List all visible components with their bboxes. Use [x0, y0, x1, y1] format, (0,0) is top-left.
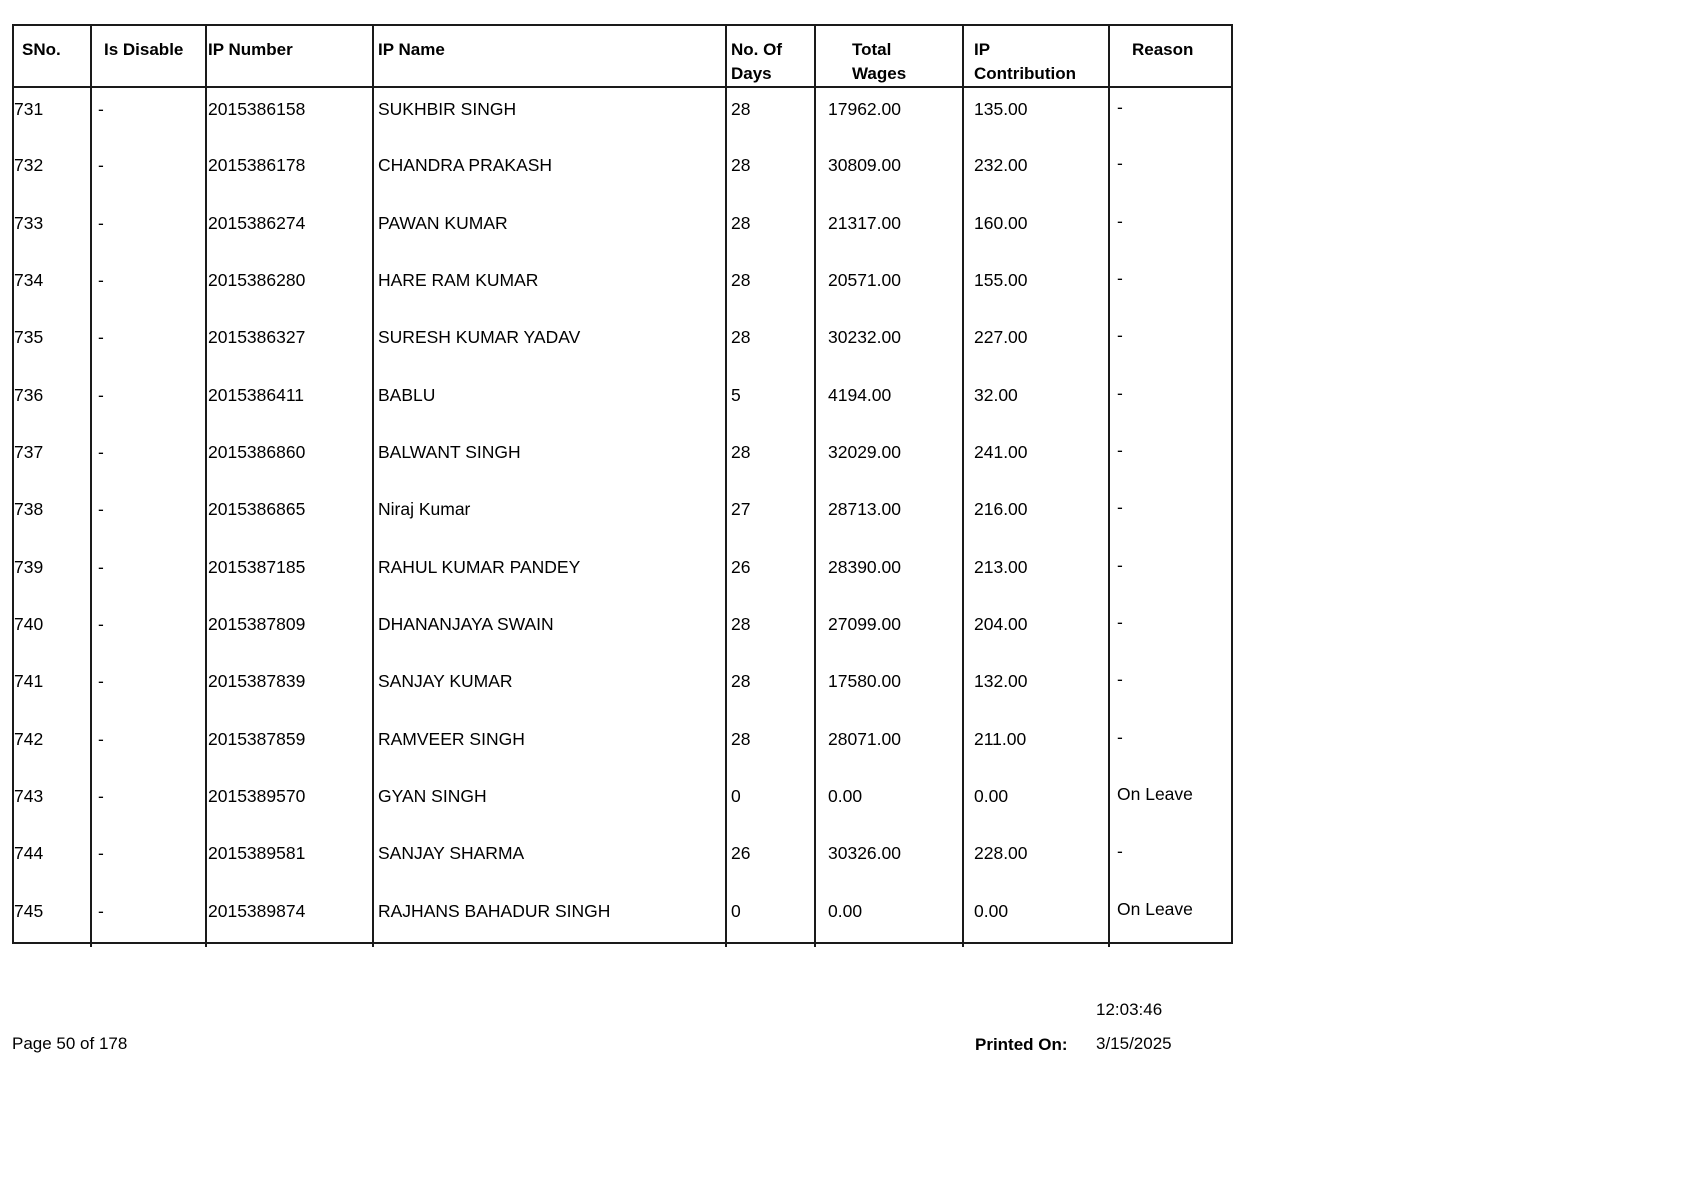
header-contrib-line1: IP [974, 40, 991, 59]
cell-days: 28 [726, 431, 815, 488]
cell-sno: 744 [14, 843, 44, 864]
cell-is-disable: - [91, 718, 206, 775]
header-total-wages [815, 26, 963, 87]
cell-sno: 743 [14, 785, 44, 806]
header-contrib-line2: Contribution [974, 64, 1076, 83]
cell-is-disable: - [91, 488, 206, 545]
cell-reason: - [1109, 316, 1231, 373]
cell-days: 28 [726, 316, 815, 373]
cell-total-wages: 32029.00 [815, 431, 963, 488]
cell-is-disable: - [91, 832, 206, 889]
cell-ip-contribution: 211.00 [963, 718, 1109, 775]
cell-ip-number: 2015389570 [206, 775, 373, 832]
cell-ip-name: GYAN SINGH [373, 775, 726, 832]
cell-ip-name: RAMVEER SINGH [373, 718, 726, 775]
cell-reason: - [1109, 374, 1231, 431]
header-days-line2: Days [731, 64, 772, 83]
cell-sno: 740 [14, 613, 44, 634]
cell-ip-name: BALWANT SINGH [373, 431, 726, 488]
cell-total-wages: 30232.00 [815, 316, 963, 373]
cell-ip-contribution: 232.00 [963, 144, 1109, 201]
cell-is-disable: - [91, 890, 206, 947]
cell-ip-contribution: 213.00 [963, 546, 1109, 603]
cell-reason: - [1109, 660, 1231, 717]
cell-is-disable: - [91, 374, 206, 431]
header-row [14, 26, 1231, 87]
cell-days: 26 [726, 832, 815, 889]
printed-on-label: Printed On: [975, 1035, 1068, 1054]
table-row [14, 316, 1231, 373]
cell-is-disable: - [91, 87, 206, 144]
cell-days: 0 [726, 890, 815, 947]
cell-total-wages: 17962.00 [815, 87, 963, 144]
cell-ip-contribution: 216.00 [963, 488, 1109, 545]
cell-ip-name: SUKHBIR SINGH [373, 87, 726, 144]
cell-reason: On Leave [1109, 775, 1231, 832]
header-days-line1: No. Of [731, 40, 782, 59]
cell-ip-contribution: 155.00 [963, 259, 1109, 316]
cell-sno: 734 [14, 269, 44, 290]
cell-ip-name: CHANDRA PRAKASH [373, 144, 726, 201]
table-body [14, 87, 1231, 947]
cell-ip-name: HARE RAM KUMAR [373, 259, 726, 316]
header-wages-line2: Wages [852, 64, 907, 83]
cell-ip-number: 2015387809 [206, 603, 373, 660]
cell-ip-contribution: 241.00 [963, 431, 1109, 488]
cell-reason: - [1109, 431, 1231, 488]
cell-is-disable: - [91, 259, 206, 316]
table-row [14, 890, 1231, 947]
cell-sno: 739 [14, 556, 44, 577]
cell-is-disable: - [91, 660, 206, 717]
cell-total-wages: 0.00 [815, 890, 963, 947]
cell-total-wages: 21317.00 [815, 202, 963, 259]
header-ip-contribution [963, 26, 1109, 87]
header-is-disable [91, 26, 206, 87]
cell-ip-number: 2015386158 [206, 87, 373, 144]
cell-sno: 737 [14, 441, 44, 462]
cell-ip-contribution: 135.00 [963, 87, 1109, 144]
table-row [14, 431, 1231, 488]
cell-sno: 736 [14, 384, 44, 405]
cell-total-wages: 30326.00 [815, 832, 963, 889]
cell-reason: - [1109, 718, 1231, 775]
cell-is-disable: - [91, 431, 206, 488]
printed-time: 12:03:46 [1096, 1000, 1163, 1019]
cell-total-wages: 28071.00 [815, 718, 963, 775]
cell-days: 28 [726, 660, 815, 717]
cell-ip-number: 2015386860 [206, 431, 373, 488]
cell-is-disable: - [91, 603, 206, 660]
cell-days: 27 [726, 488, 815, 545]
cell-days: 28 [726, 87, 815, 144]
cell-sno: 732 [14, 155, 44, 176]
cell-reason: - [1109, 87, 1231, 144]
cell-sno: 738 [14, 499, 44, 520]
cell-is-disable: - [91, 546, 206, 603]
cell-ip-contribution: 204.00 [963, 603, 1109, 660]
header-is-disable-label: Is Disable [104, 40, 184, 59]
table-header [14, 26, 1231, 87]
cell-reason: On Leave [1109, 890, 1231, 947]
cell-ip-number: 2015386280 [206, 259, 373, 316]
cell-days: 0 [726, 775, 815, 832]
table-row [14, 374, 1231, 431]
cell-ip-contribution: 132.00 [963, 660, 1109, 717]
cell-ip-name: BABLU [373, 374, 726, 431]
table-row [14, 660, 1231, 717]
cell-reason: - [1109, 832, 1231, 889]
cell-is-disable: - [91, 316, 206, 373]
header-reason [1109, 26, 1231, 87]
cell-total-wages: 28713.00 [815, 488, 963, 545]
cell-days: 28 [726, 202, 815, 259]
cell-days: 26 [726, 546, 815, 603]
table-row [14, 144, 1231, 201]
cell-reason: - [1109, 546, 1231, 603]
cell-ip-number: 2015387839 [206, 660, 373, 717]
cell-ip-contribution: 227.00 [963, 316, 1109, 373]
cell-ip-contribution: 0.00 [963, 775, 1109, 832]
table-row [14, 488, 1231, 545]
contribution-table [14, 26, 1231, 947]
table-row [14, 603, 1231, 660]
table-row [14, 546, 1231, 603]
header-ip-number [206, 26, 373, 87]
cell-total-wages: 0.00 [815, 775, 963, 832]
cell-ip-contribution: 228.00 [963, 832, 1109, 889]
cell-ip-name: SANJAY KUMAR [373, 660, 726, 717]
cell-ip-name: SANJAY SHARMA [373, 832, 726, 889]
printed-date: 3/15/2025 [1096, 1034, 1172, 1053]
cell-sno: 731 [14, 99, 44, 119]
cell-ip-contribution: 32.00 [963, 374, 1109, 431]
cell-ip-number: 2015387185 [206, 546, 373, 603]
header-ip-number-label: IP Number [208, 40, 293, 59]
table-row [14, 832, 1231, 889]
cell-ip-number: 2015389874 [206, 890, 373, 947]
cell-total-wages: 30809.00 [815, 144, 963, 201]
header-ip-name [373, 26, 726, 87]
cell-reason: - [1109, 202, 1231, 259]
cell-days: 28 [726, 718, 815, 775]
cell-ip-number: 2015386865 [206, 488, 373, 545]
header-ip-name-label: IP Name [378, 40, 445, 59]
cell-total-wages: 4194.00 [815, 374, 963, 431]
cell-reason: - [1109, 488, 1231, 545]
cell-sno: 741 [14, 671, 44, 692]
cell-ip-name: DHANANJAYA SWAIN [373, 603, 726, 660]
cell-reason: - [1109, 603, 1231, 660]
table-row [14, 87, 1231, 144]
contribution-table-frame [12, 24, 1233, 944]
cell-ip-name: RAJHANS BAHADUR SINGH [373, 890, 726, 947]
cell-is-disable: - [91, 144, 206, 201]
cell-days: 28 [726, 259, 815, 316]
header-sno-label: SNo. [22, 40, 61, 59]
cell-ip-contribution: 160.00 [963, 202, 1109, 259]
cell-reason: - [1109, 259, 1231, 316]
cell-is-disable: - [91, 202, 206, 259]
cell-total-wages: 28390.00 [815, 546, 963, 603]
table-row [14, 718, 1231, 775]
cell-ip-number: 2015387859 [206, 718, 373, 775]
cell-days: 5 [726, 374, 815, 431]
cell-reason: - [1109, 144, 1231, 201]
cell-sno: 733 [14, 212, 44, 233]
cell-ip-number: 2015386327 [206, 316, 373, 373]
cell-sno: 745 [14, 900, 44, 921]
cell-ip-name: RAHUL KUMAR PANDEY [373, 546, 726, 603]
cell-ip-name: PAWAN KUMAR [373, 202, 726, 259]
cell-total-wages: 20571.00 [815, 259, 963, 316]
cell-total-wages: 27099.00 [815, 603, 963, 660]
cell-total-wages: 17580.00 [815, 660, 963, 717]
cell-is-disable: - [91, 775, 206, 832]
header-wages-line1: Total [852, 40, 892, 59]
page-number: Page 50 of 178 [12, 1034, 128, 1053]
header-sno [14, 26, 91, 87]
table-row [14, 202, 1231, 259]
cell-ip-name: SURESH KUMAR YADAV [373, 316, 726, 373]
cell-sno: 735 [14, 327, 44, 348]
header-reason-label: Reason [1132, 40, 1194, 59]
cell-ip-name: Niraj Kumar [373, 488, 726, 545]
header-days [726, 26, 815, 87]
cell-ip-number: 2015389581 [206, 832, 373, 889]
cell-ip-number: 2015386178 [206, 144, 373, 201]
cell-ip-contribution: 0.00 [963, 890, 1109, 947]
table-row [14, 259, 1231, 316]
table-row [14, 775, 1231, 832]
cell-ip-number: 2015386274 [206, 202, 373, 259]
cell-sno: 742 [14, 728, 44, 749]
cell-days: 28 [726, 144, 815, 201]
cell-ip-number: 2015386411 [206, 374, 373, 431]
cell-days: 28 [726, 603, 815, 660]
